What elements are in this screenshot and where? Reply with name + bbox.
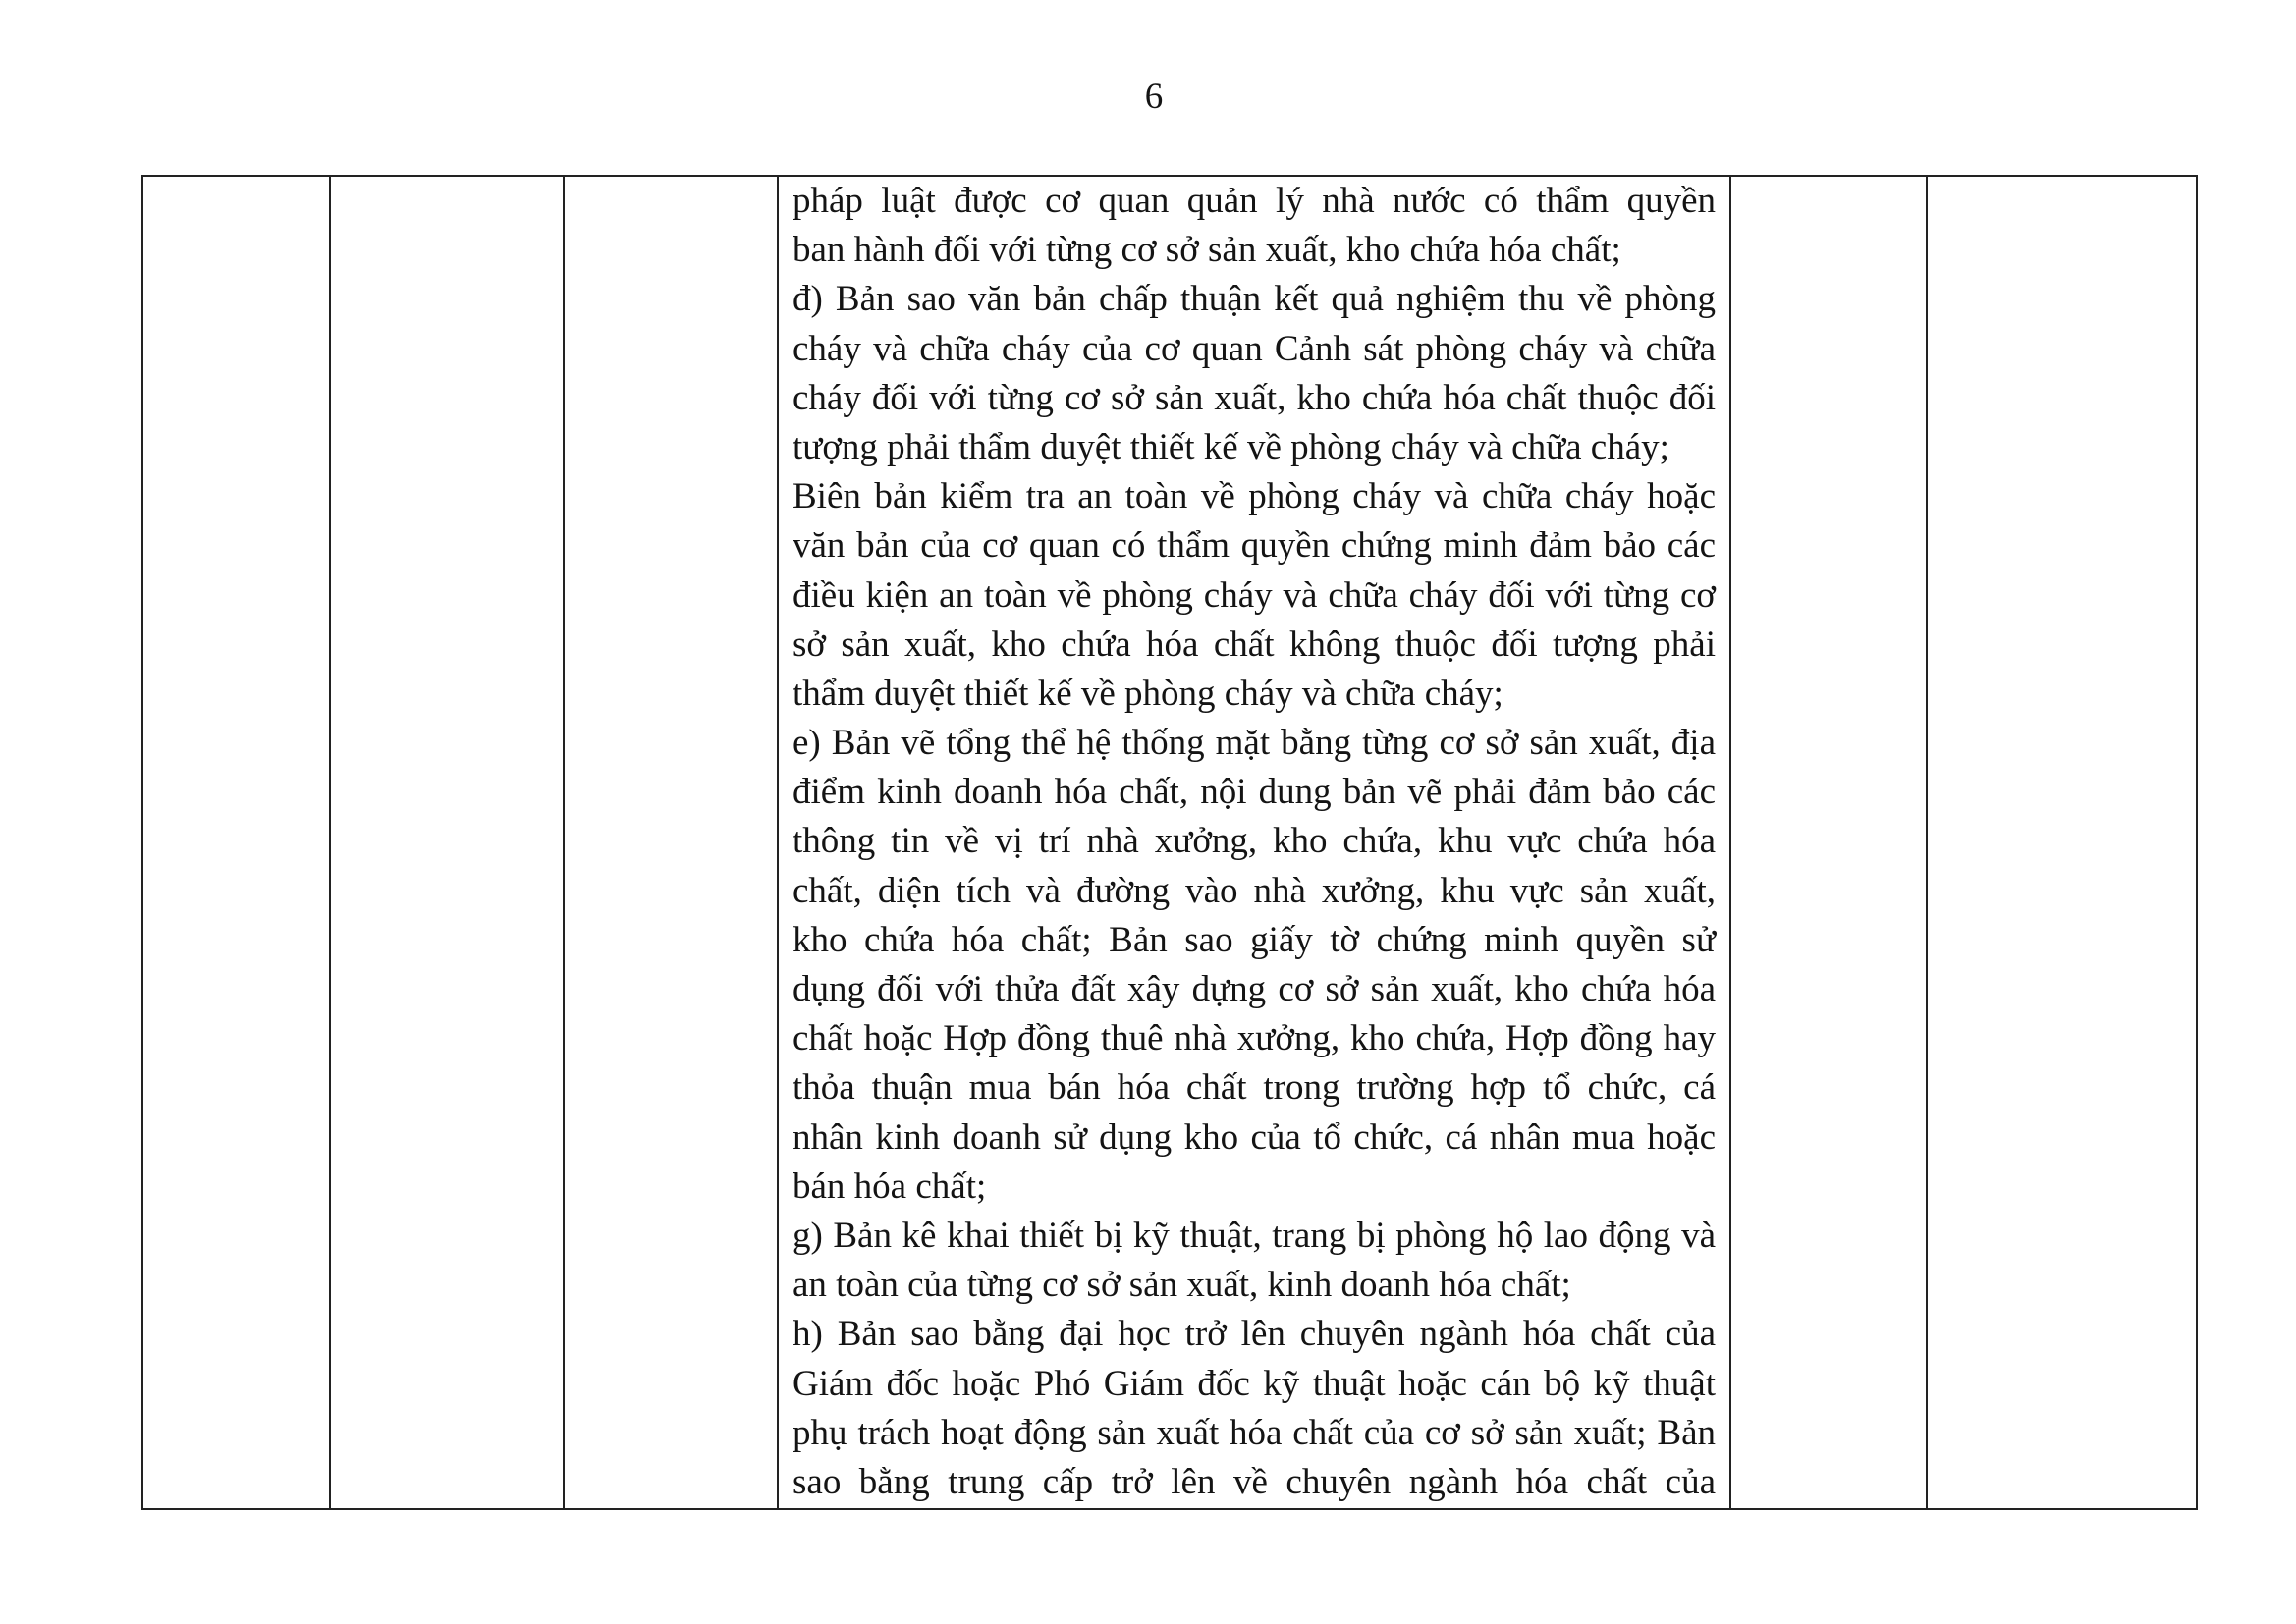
text-line: kho chứa hóa chất; Bản sao giấy tờ chứng minh quyền sử — [793, 919, 1716, 960]
paragraph — [793, 275, 1716, 472]
text-line: bán hóa chất; — [793, 1165, 987, 1207]
text-line: thông tin về vị trí nhà xưởng, kho chứa, khu vực chứa hóa — [793, 821, 1716, 862]
text-line: h) Bản sao bằng đại học trở lên chuyên ngành hóa chất của — [793, 1314, 1716, 1355]
paragraph — [793, 472, 1716, 719]
document-table — [141, 175, 2198, 1510]
table-cell-col-1 — [143, 177, 329, 1508]
table-cell-col-3 — [563, 177, 777, 1508]
text-line: điểm kinh doanh hóa chất, nội dung bản vẽ phải đảm bảo các — [793, 772, 1716, 813]
page-number: 6 — [1144, 77, 1164, 117]
text-line: g) Bản kê khai thiết bị kỹ thuật, trang bị phòng hộ lao động và — [793, 1215, 1716, 1256]
text-line: Biên bản kiểm tra an toàn về phòng cháy và chữa cháy hoặc — [793, 476, 1716, 517]
text-line: cháy và chữa cháy của cơ quan Cảnh sát phòng cháy và chữa — [793, 328, 1716, 369]
text-line: chất, diện tích và đường vào nhà xưởng, khu vực sản xuất, — [793, 870, 1716, 911]
text-line: điều kiện an toàn về phòng cháy và chữa cháy đối với từng cơ — [793, 574, 1716, 616]
text-line: phụ trách hoạt động sản xuất hóa chất của cơ sở sản xuất; Bản — [793, 1412, 1716, 1453]
table-cell-col-2 — [329, 177, 563, 1508]
text-line: văn bản của cơ quan có thẩm quyền chứng minh đảm bảo các — [793, 525, 1716, 567]
text-line: đ) Bản sao văn bản chấp thuận kết quả nghiệm thu về phòng — [793, 279, 1716, 320]
text-line: ban hành đối với từng cơ sở sản xuất, kho chứa hóa chất; — [793, 230, 1621, 271]
paragraph — [793, 1310, 1716, 1507]
text-line: nhân kinh doanh sử dụng kho của tổ chức, cá nhân mua hoặc — [793, 1116, 1716, 1158]
text-line: e) Bản vẽ tổng thể hệ thống mặt bằng từng cơ sở sản xuất, địa — [793, 723, 1716, 764]
text-line: tượng phải thẩm duyệt thiết kế về phòng cháy và chữa cháy; — [793, 426, 1669, 467]
text-line: sở sản xuất, kho chứa hóa chất không thuộc đối tượng phải — [793, 623, 1716, 665]
text-line: dụng đối với thửa đất xây dựng cơ sở sản xuất, kho chứa hóa — [793, 969, 1716, 1009]
text-line: chất hoặc Hợp đồng thuê nhà xưởng, kho chứa, Hợp đồng hay — [793, 1018, 1716, 1059]
table-cell-col-5 — [1729, 177, 1926, 1508]
text-line: thỏa thuận mua bán hóa chất trong trường hợp tổ chức, cá — [793, 1067, 1716, 1109]
text-line: sao bằng trung cấp trở lên về chuyên ngành hóa chất của — [793, 1461, 1716, 1502]
table-cell-col-6 — [1926, 177, 2196, 1508]
text-line: Giám đốc hoặc Phó Giám đốc kỹ thuật hoặc cán bộ kỹ thuật — [793, 1363, 1716, 1404]
text-line: thẩm duyệt thiết kế về phòng cháy và chữa cháy; — [793, 673, 1503, 714]
paragraph — [793, 719, 1716, 1212]
text-line: an toàn của từng cơ sở sản xuất, kinh doanh hóa chất; — [793, 1265, 1571, 1306]
paragraph — [793, 1212, 1716, 1310]
paragraph — [793, 177, 1716, 275]
table-cell-content — [777, 177, 1729, 1508]
text-line: cháy đối với từng cơ sở sản xuất, kho chứa hóa chất thuộc đối — [793, 377, 1716, 418]
text-line: pháp luật được cơ quan quản lý nhà nước có thẩm quyền — [793, 181, 1716, 221]
